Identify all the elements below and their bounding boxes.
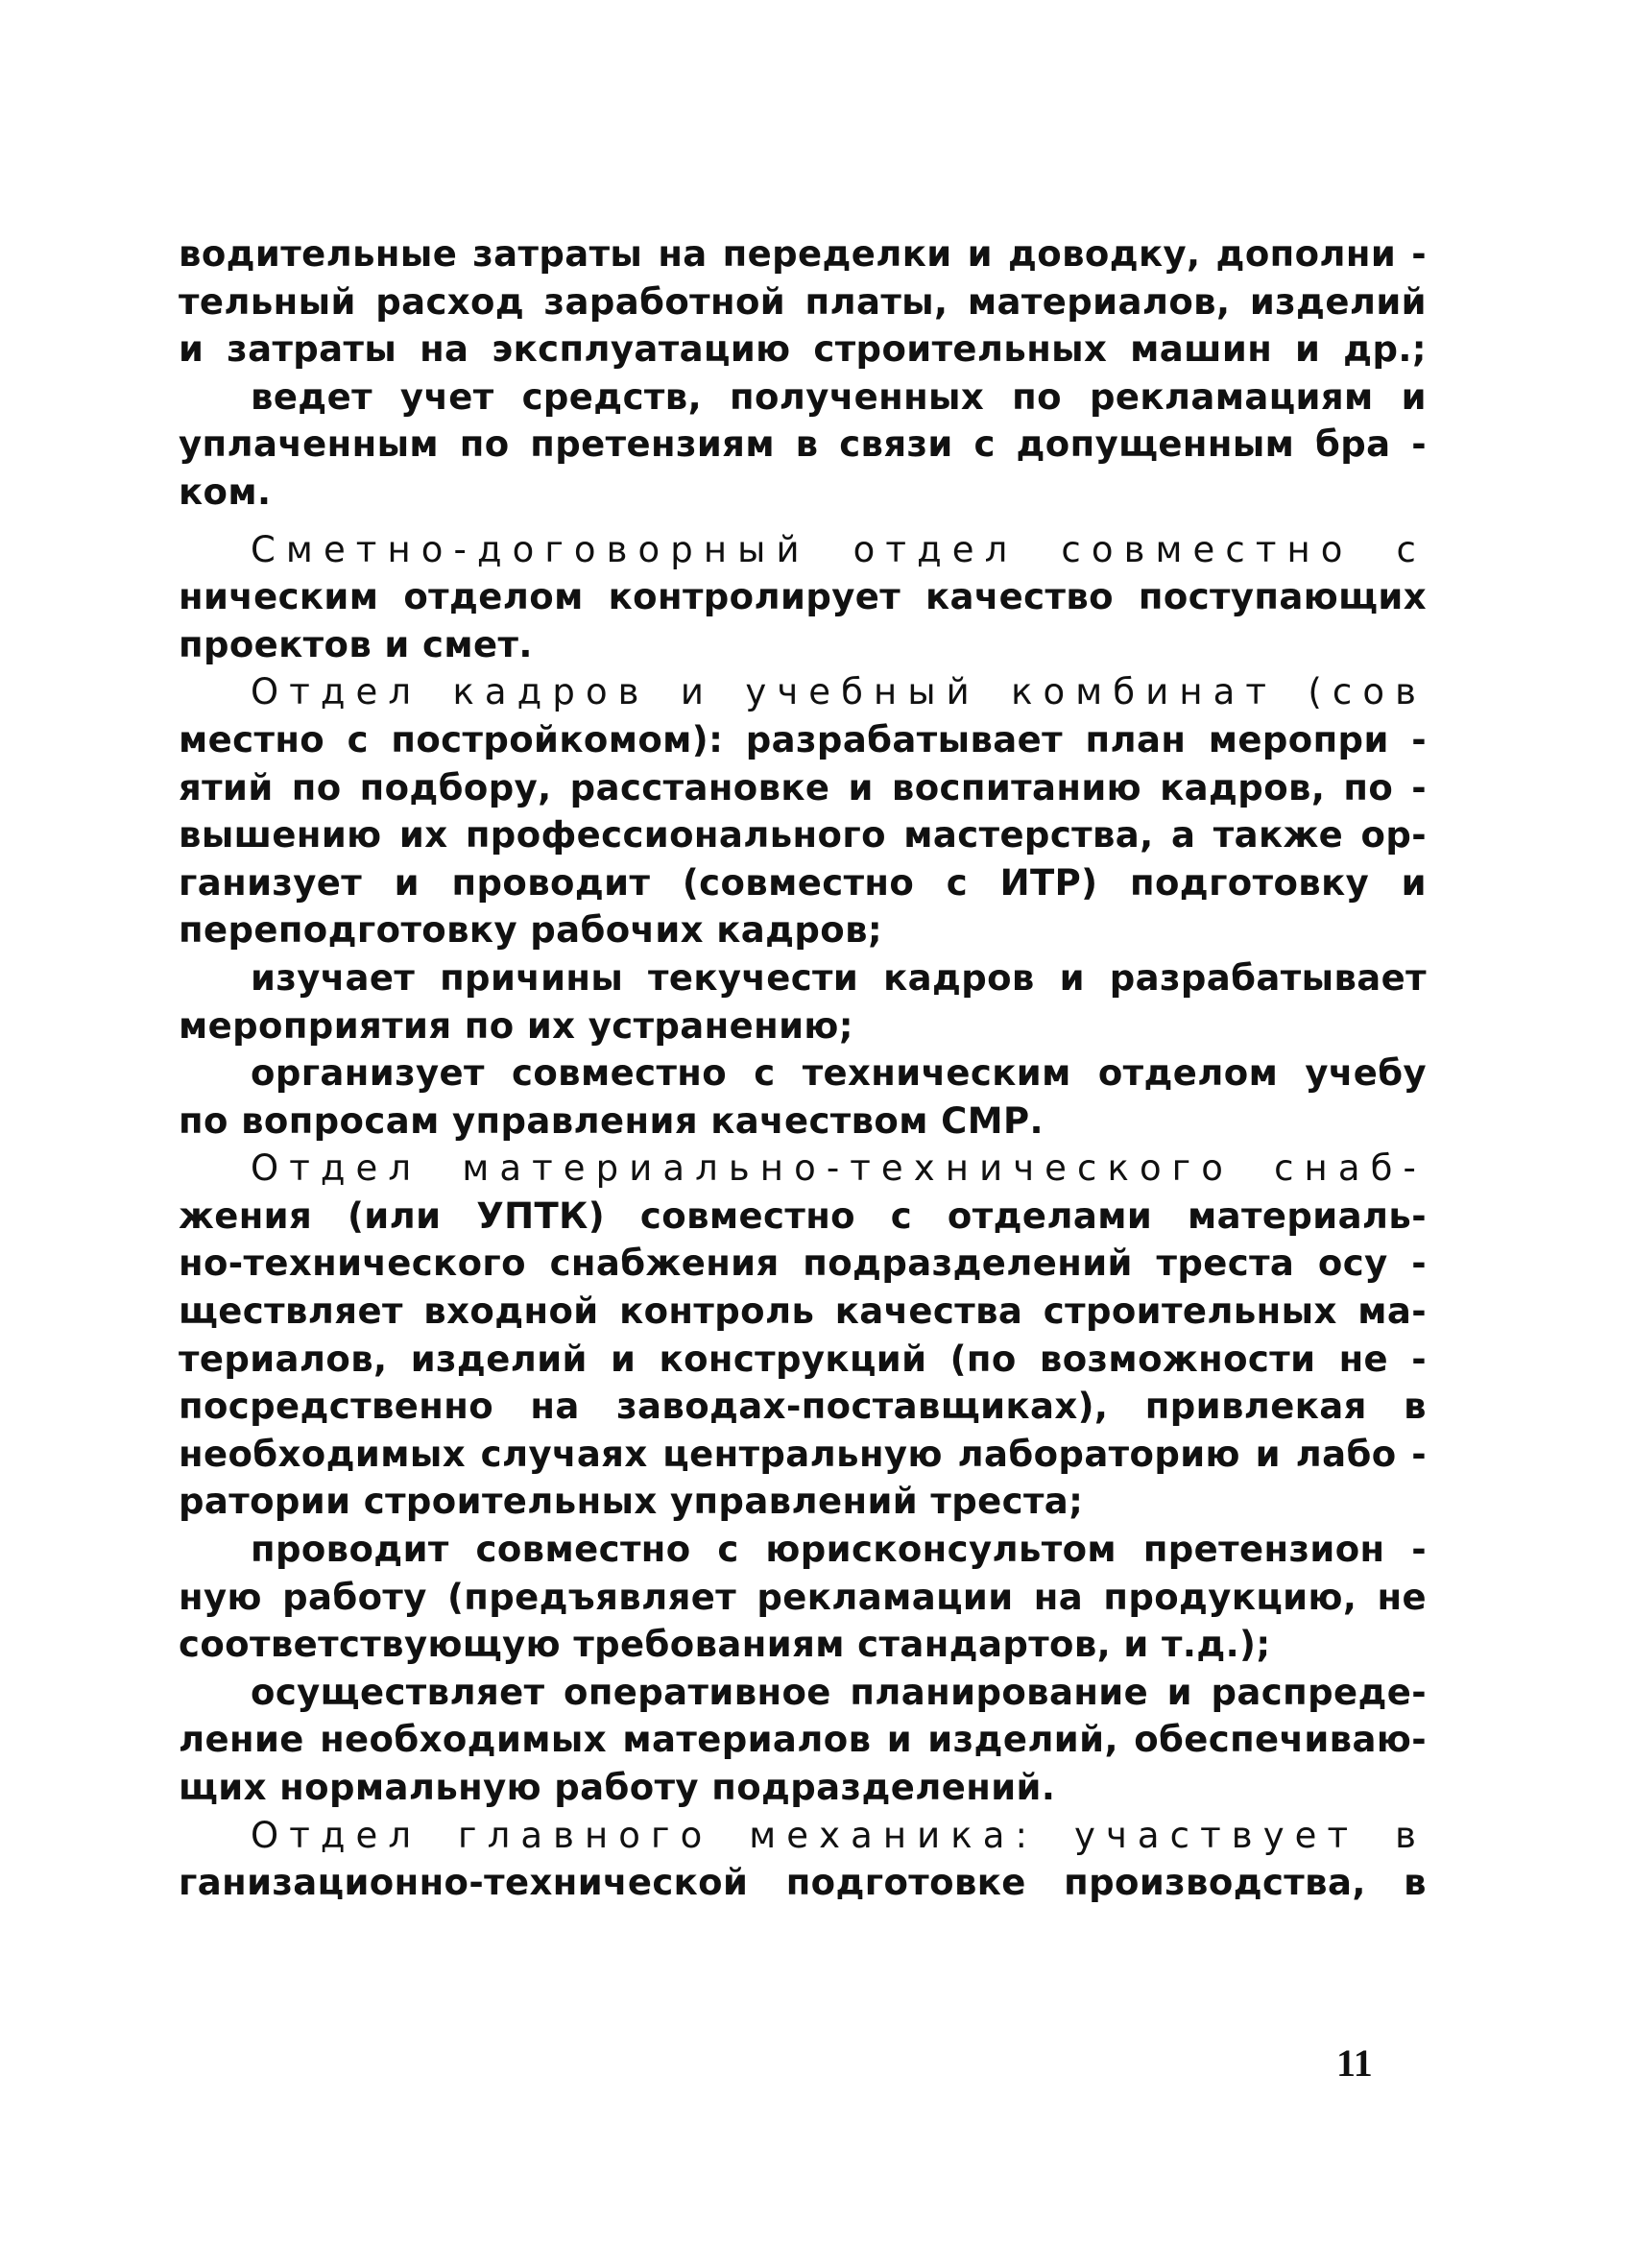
text-line: переподготовку рабочих кадров; (179, 909, 883, 952)
text-line: и затраты на эксплуатацию строительных машин и др.; (179, 328, 1427, 371)
text-line: жения (или УПТК) совместно с отделами материаль- (179, 1194, 1427, 1237)
text-line: ком. (179, 470, 272, 513)
text-line: проектов и смет. (179, 623, 533, 665)
text-line: щих нормальную работу подразделений. (179, 1767, 1056, 1808)
text-line: водительные затраты на переделки и доводку, дополни - (179, 233, 1427, 275)
text-line: ганизационно-технической подготовке производства, в (179, 1862, 1427, 1904)
text-line: ганизует и проводит (совместно с ИТР) подготовку и (179, 861, 1427, 904)
text-line: местно с постройкомом): разрабатывает план меропри - (179, 718, 1427, 760)
text-line: необходимых случаях центральную лабораторию и лабо - (179, 1433, 1427, 1475)
text-line: ническим отделом контролирует качество поступающих (179, 576, 1427, 618)
text-line: ятий по подбору, расстановке и воспитанию кадров, по - (179, 766, 1427, 808)
text-line: по вопросам управления качеством СМР. (179, 1099, 1044, 1142)
section-heading-line: Сметно-договорный отдел совместно с (251, 528, 1427, 570)
text-line: мероприятия по их устранению; (179, 1004, 853, 1047)
text-line: ратории строительных управлений треста; (179, 1481, 1084, 1523)
text-line: тельный расход заработной платы, материалов, изделий (179, 280, 1427, 323)
text-line: териалов, изделий и конструкций (по возможности не - (179, 1338, 1427, 1380)
text-line: вышению их профессионального мастерства, а также ор- (179, 814, 1427, 857)
text-line: ществляет входной контроль качества строительных ма- (179, 1291, 1427, 1333)
text-line: соответствующую требованиям стандартов, и т.д.); (179, 1624, 1271, 1666)
text-line: уплаченным по претензиям в связи с допущенным бра - (179, 423, 1427, 466)
section-heading-line: Отдел главного механика: участвует в (251, 1814, 1427, 1856)
section-heading-line: Отдел материально-технического снаб- (251, 1147, 1427, 1190)
text-line: изучает причины текучести кадров и разрабатывает (251, 956, 1427, 999)
text-line: ную работу (предъявляет рекламации на продукцию, не (179, 1576, 1427, 1618)
section-heading-line: Отдел кадров и учебный комбинат (сов (251, 671, 1427, 713)
text-line: но-технического снабжения подразделений треста осу - (179, 1243, 1427, 1285)
text-line: организует совместно с техническим отделом учебу (251, 1052, 1427, 1095)
text-line: ление необходимых материалов и изделий, обеспечиваю- (179, 1719, 1427, 1761)
text-line: проводит совместно с юрисконсультом претензион - (251, 1529, 1427, 1571)
text-line: осуществляет оперативное планирование и распреде- (251, 1671, 1427, 1713)
body-text (179, 230, 1427, 1907)
page-number: 11 (1336, 2041, 1373, 2085)
text-line: ведет учет средств, полученных по рекламациям и (251, 375, 1427, 418)
text-line: посредственно на заводах-поставщиках), привлекая в (179, 1386, 1427, 1428)
